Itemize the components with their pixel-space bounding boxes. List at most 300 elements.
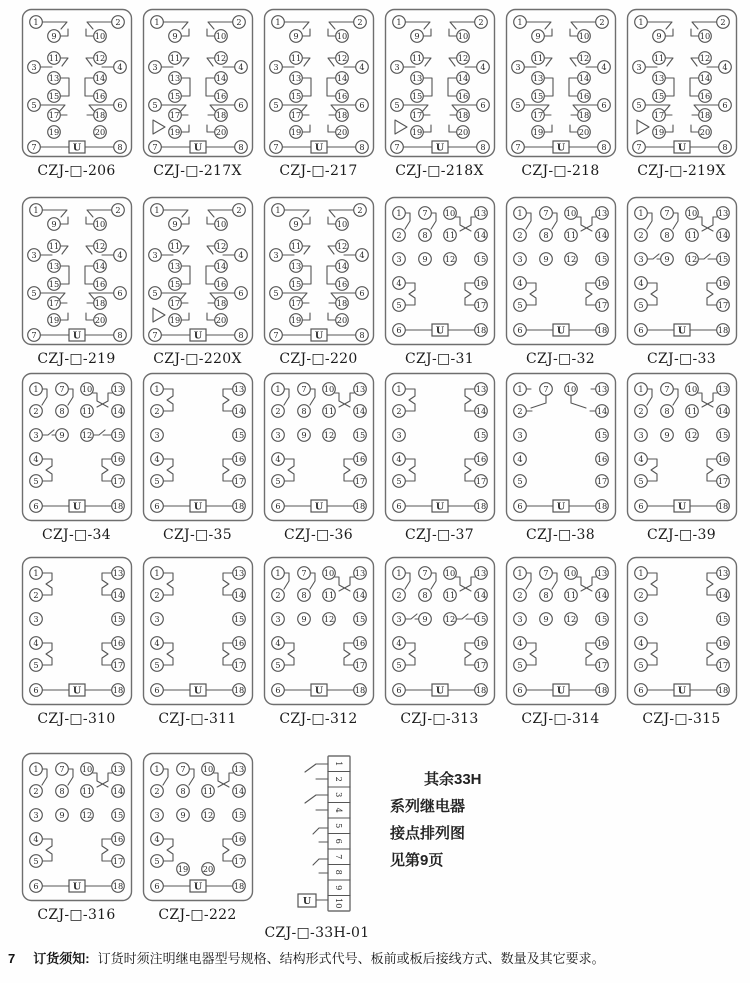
svg-text:10: 10 xyxy=(444,567,455,578)
svg-text:8: 8 xyxy=(358,141,365,152)
svg-text:1: 1 xyxy=(32,567,39,578)
diagram-label: CZJ-□-34 xyxy=(42,527,111,543)
svg-text:14: 14 xyxy=(475,589,486,600)
diagram-label: CZJ-□-311 xyxy=(158,711,237,727)
svg-text:5: 5 xyxy=(32,659,39,670)
svg-text:6: 6 xyxy=(274,500,281,511)
svg-text:7: 7 xyxy=(542,383,549,394)
svg-text:6: 6 xyxy=(721,99,728,110)
svg-text:16: 16 xyxy=(457,90,468,101)
svg-text:16: 16 xyxy=(475,453,486,464)
svg-text:15: 15 xyxy=(233,429,244,440)
svg-text:4: 4 xyxy=(237,61,244,72)
relay-contact-diagram xyxy=(384,556,496,706)
diagram-cell xyxy=(258,556,379,727)
svg-text:13: 13 xyxy=(290,260,301,271)
svg-text:15: 15 xyxy=(354,429,365,440)
svg-text:11: 11 xyxy=(323,589,334,600)
svg-text:12: 12 xyxy=(81,429,92,440)
svg-text:4: 4 xyxy=(479,61,486,72)
svg-text:10: 10 xyxy=(215,30,226,41)
relay-contact-diagram xyxy=(263,196,375,346)
svg-text:20: 20 xyxy=(457,126,468,137)
svg-text:16: 16 xyxy=(354,453,365,464)
svg-text:9: 9 xyxy=(58,809,65,820)
diagram-label: CZJ-□-217X xyxy=(153,163,242,179)
svg-text:5: 5 xyxy=(395,299,402,310)
svg-text:7: 7 xyxy=(179,763,186,774)
svg-text:18: 18 xyxy=(475,500,486,511)
svg-text:3: 3 xyxy=(334,792,344,798)
svg-text:8: 8 xyxy=(358,329,365,340)
relay-contact-diagram xyxy=(142,196,254,346)
svg-text:18: 18 xyxy=(475,324,486,335)
svg-text:17: 17 xyxy=(112,659,123,670)
svg-text:13: 13 xyxy=(354,383,365,394)
svg-text:13: 13 xyxy=(475,567,486,578)
svg-text:4: 4 xyxy=(32,453,39,464)
relay-contact-diagram xyxy=(21,752,133,902)
diagram-cell xyxy=(16,752,137,941)
svg-text:13: 13 xyxy=(717,567,728,578)
svg-text:U: U xyxy=(72,685,81,697)
svg-text:3: 3 xyxy=(395,613,402,624)
svg-text:2: 2 xyxy=(153,589,160,600)
svg-text:9: 9 xyxy=(421,253,428,264)
svg-text:5: 5 xyxy=(153,855,160,866)
svg-text:14: 14 xyxy=(578,72,589,83)
svg-text:9: 9 xyxy=(663,429,670,440)
svg-text:5: 5 xyxy=(32,855,39,866)
svg-text:11: 11 xyxy=(48,52,59,63)
svg-text:19: 19 xyxy=(48,126,59,137)
svg-text:2: 2 xyxy=(114,204,121,215)
svg-text:16: 16 xyxy=(596,453,607,464)
diagram-cell xyxy=(137,372,258,543)
svg-text:14: 14 xyxy=(94,72,105,83)
svg-text:5: 5 xyxy=(151,99,158,110)
diagram-cell xyxy=(500,556,621,727)
svg-text:18: 18 xyxy=(717,500,728,511)
svg-text:4: 4 xyxy=(274,637,281,648)
svg-text:17: 17 xyxy=(653,109,664,120)
svg-text:2: 2 xyxy=(274,405,281,416)
svg-text:U: U xyxy=(435,685,444,697)
svg-text:5: 5 xyxy=(637,659,644,670)
svg-text:16: 16 xyxy=(215,278,226,289)
svg-text:16: 16 xyxy=(94,278,105,289)
svg-text:12: 12 xyxy=(215,52,226,63)
svg-text:12: 12 xyxy=(444,613,455,624)
svg-text:19: 19 xyxy=(169,126,180,137)
svg-text:15: 15 xyxy=(48,90,59,101)
svg-text:1: 1 xyxy=(153,204,160,215)
svg-text:18: 18 xyxy=(112,500,123,511)
relay-contact-diagram xyxy=(142,8,254,158)
diagram-cell xyxy=(621,196,742,367)
relay-contact-diagram xyxy=(263,8,375,158)
svg-text:14: 14 xyxy=(233,405,244,416)
svg-text:7: 7 xyxy=(30,141,37,152)
svg-text:6: 6 xyxy=(516,500,523,511)
svg-text:13: 13 xyxy=(169,260,180,271)
svg-text:20: 20 xyxy=(215,126,226,137)
svg-text:19: 19 xyxy=(532,126,543,137)
diagram-label: CZJ-□-217 xyxy=(279,163,358,179)
svg-text:4: 4 xyxy=(153,637,160,648)
svg-text:16: 16 xyxy=(94,90,105,101)
svg-text:1: 1 xyxy=(516,383,523,394)
svg-text:4: 4 xyxy=(721,61,728,72)
diagram-label: CZJ-□-218X xyxy=(395,163,484,179)
svg-text:5: 5 xyxy=(151,287,158,298)
svg-text:5: 5 xyxy=(153,659,160,670)
diagram-cell xyxy=(137,752,258,941)
svg-text:16: 16 xyxy=(699,90,710,101)
svg-text:15: 15 xyxy=(112,429,123,440)
svg-text:8: 8 xyxy=(421,589,428,600)
svg-text:7: 7 xyxy=(58,383,65,394)
svg-text:19: 19 xyxy=(169,314,180,325)
svg-text:3: 3 xyxy=(272,249,279,260)
svg-text:9: 9 xyxy=(171,218,178,229)
svg-text:11: 11 xyxy=(81,405,92,416)
svg-text:4: 4 xyxy=(600,61,607,72)
note-line: 系列继电器 xyxy=(390,798,466,815)
svg-text:6: 6 xyxy=(637,324,644,335)
svg-text:U: U xyxy=(193,881,202,893)
diagram-label: CZJ-□-316 xyxy=(37,907,116,923)
svg-text:2: 2 xyxy=(356,16,363,27)
svg-text:2: 2 xyxy=(516,229,523,240)
diagram-cell xyxy=(137,196,258,367)
svg-text:19: 19 xyxy=(653,126,664,137)
svg-text:3: 3 xyxy=(514,61,521,72)
svg-text:16: 16 xyxy=(596,277,607,288)
svg-text:13: 13 xyxy=(475,383,486,394)
svg-text:1: 1 xyxy=(153,16,160,27)
svg-text:2: 2 xyxy=(32,405,39,416)
relay-contact-diagram xyxy=(505,8,617,158)
svg-text:18: 18 xyxy=(717,684,728,695)
diagram-cell xyxy=(258,372,379,543)
svg-text:15: 15 xyxy=(475,613,486,624)
svg-text:14: 14 xyxy=(112,589,123,600)
svg-text:15: 15 xyxy=(596,613,607,624)
svg-text:17: 17 xyxy=(112,475,123,486)
svg-text:9: 9 xyxy=(300,613,307,624)
svg-text:1: 1 xyxy=(32,16,39,27)
svg-text:12: 12 xyxy=(565,253,576,264)
svg-text:10: 10 xyxy=(94,30,105,41)
diagram-cell xyxy=(621,556,742,727)
svg-text:17: 17 xyxy=(290,109,301,120)
svg-text:8: 8 xyxy=(116,329,123,340)
svg-text:3: 3 xyxy=(30,61,37,72)
svg-text:16: 16 xyxy=(112,637,123,648)
note-line: 其余33H xyxy=(424,771,482,788)
svg-text:3: 3 xyxy=(153,613,160,624)
diagram-label: CZJ-□-218 xyxy=(521,163,600,179)
svg-text:7: 7 xyxy=(421,207,428,218)
svg-text:3: 3 xyxy=(637,613,644,624)
svg-text:10: 10 xyxy=(686,383,697,394)
svg-text:9: 9 xyxy=(292,30,299,41)
svg-text:17: 17 xyxy=(169,297,180,308)
svg-text:1: 1 xyxy=(395,207,402,218)
svg-text:18: 18 xyxy=(596,324,607,335)
svg-text:8: 8 xyxy=(300,589,307,600)
svg-text:12: 12 xyxy=(81,809,92,820)
diagram-row xyxy=(16,556,742,727)
svg-text:12: 12 xyxy=(323,613,334,624)
svg-text:13: 13 xyxy=(596,383,607,394)
svg-text:4: 4 xyxy=(334,807,344,813)
svg-text:3: 3 xyxy=(151,61,158,72)
svg-text:9: 9 xyxy=(171,30,178,41)
svg-text:U: U xyxy=(193,142,202,154)
svg-text:1: 1 xyxy=(637,207,644,218)
svg-text:16: 16 xyxy=(578,90,589,101)
svg-text:8: 8 xyxy=(300,405,307,416)
svg-text:11: 11 xyxy=(202,785,213,796)
diagram-cell xyxy=(379,372,500,543)
diagram-label: CZJ-□-32 xyxy=(526,351,595,367)
svg-text:13: 13 xyxy=(233,763,244,774)
svg-text:18: 18 xyxy=(699,109,710,120)
svg-text:10: 10 xyxy=(334,898,344,909)
svg-text:2: 2 xyxy=(274,589,281,600)
diagram-cell xyxy=(500,8,621,179)
svg-text:17: 17 xyxy=(596,475,607,486)
svg-text:4: 4 xyxy=(153,833,160,844)
svg-text:18: 18 xyxy=(336,109,347,120)
svg-text:1: 1 xyxy=(395,383,402,394)
svg-text:8: 8 xyxy=(237,141,244,152)
svg-text:3: 3 xyxy=(516,429,523,440)
diagram-cell xyxy=(16,196,137,367)
svg-text:14: 14 xyxy=(233,589,244,600)
svg-text:5: 5 xyxy=(516,475,523,486)
svg-text:15: 15 xyxy=(112,809,123,820)
svg-text:18: 18 xyxy=(578,109,589,120)
svg-text:11: 11 xyxy=(81,785,92,796)
svg-text:U: U xyxy=(193,330,202,342)
svg-text:10: 10 xyxy=(565,207,576,218)
relay-contact-diagram xyxy=(505,556,617,706)
diagram-cell xyxy=(16,372,137,543)
svg-text:16: 16 xyxy=(717,637,728,648)
svg-text:16: 16 xyxy=(233,833,244,844)
svg-text:1: 1 xyxy=(32,204,39,215)
svg-text:14: 14 xyxy=(596,229,607,240)
svg-text:7: 7 xyxy=(151,329,158,340)
svg-text:6: 6 xyxy=(237,287,244,298)
svg-text:13: 13 xyxy=(112,763,123,774)
diagram-label: CZJ-□-33 xyxy=(647,351,716,367)
svg-text:13: 13 xyxy=(112,567,123,578)
relay-contact-diagram xyxy=(626,372,738,522)
svg-text:8: 8 xyxy=(542,229,549,240)
svg-text:14: 14 xyxy=(699,72,710,83)
svg-text:7: 7 xyxy=(663,207,670,218)
relay-contact-diagram xyxy=(21,8,133,158)
diagram-label: CZJ-□-33H-01 xyxy=(264,925,370,941)
svg-text:3: 3 xyxy=(32,613,39,624)
svg-text:14: 14 xyxy=(215,72,226,83)
svg-text:9: 9 xyxy=(300,429,307,440)
svg-text:6: 6 xyxy=(116,287,123,298)
svg-text:3: 3 xyxy=(516,253,523,264)
svg-text:6: 6 xyxy=(32,500,39,511)
svg-text:1: 1 xyxy=(395,567,402,578)
svg-text:2: 2 xyxy=(516,589,523,600)
svg-text:14: 14 xyxy=(112,405,123,416)
svg-text:9: 9 xyxy=(663,253,670,264)
svg-text:9: 9 xyxy=(542,253,549,264)
svg-text:8: 8 xyxy=(542,589,549,600)
diagram-cell xyxy=(500,196,621,367)
svg-text:7: 7 xyxy=(635,141,642,152)
svg-text:15: 15 xyxy=(596,253,607,264)
svg-text:3: 3 xyxy=(395,429,402,440)
svg-text:2: 2 xyxy=(356,204,363,215)
diagram-cell xyxy=(137,556,258,727)
svg-text:14: 14 xyxy=(354,589,365,600)
svg-text:16: 16 xyxy=(233,453,244,464)
diagram-label: CZJ-□-310 xyxy=(37,711,116,727)
svg-text:10: 10 xyxy=(202,763,213,774)
svg-text:9: 9 xyxy=(58,429,65,440)
svg-text:14: 14 xyxy=(94,260,105,271)
svg-text:16: 16 xyxy=(717,453,728,464)
svg-text:17: 17 xyxy=(717,659,728,670)
svg-text:10: 10 xyxy=(565,383,576,394)
svg-text:10: 10 xyxy=(323,383,334,394)
relay-contact-diagram xyxy=(626,196,738,346)
svg-text:12: 12 xyxy=(336,240,347,251)
relay-contact-diagram xyxy=(142,556,254,706)
svg-text:3: 3 xyxy=(32,809,39,820)
svg-text:14: 14 xyxy=(457,72,468,83)
svg-text:11: 11 xyxy=(653,52,664,63)
svg-text:20: 20 xyxy=(699,126,710,137)
svg-text:3: 3 xyxy=(393,61,400,72)
svg-text:12: 12 xyxy=(323,429,334,440)
svg-text:12: 12 xyxy=(699,52,710,63)
svg-text:16: 16 xyxy=(475,637,486,648)
svg-text:9: 9 xyxy=(421,613,428,624)
svg-text:18: 18 xyxy=(596,500,607,511)
svg-text:8: 8 xyxy=(179,785,186,796)
svg-text:9: 9 xyxy=(179,809,186,820)
svg-text:6: 6 xyxy=(153,500,160,511)
svg-text:3: 3 xyxy=(30,249,37,260)
svg-text:7: 7 xyxy=(272,141,279,152)
svg-text:15: 15 xyxy=(48,278,59,289)
svg-text:15: 15 xyxy=(717,613,728,624)
svg-text:16: 16 xyxy=(717,277,728,288)
svg-text:4: 4 xyxy=(358,61,365,72)
svg-text:8: 8 xyxy=(58,785,65,796)
svg-text:15: 15 xyxy=(233,809,244,820)
diagram-cell xyxy=(500,372,621,543)
svg-text:3: 3 xyxy=(274,429,281,440)
svg-text:U: U xyxy=(435,142,444,154)
svg-text:1: 1 xyxy=(516,207,523,218)
svg-text:4: 4 xyxy=(274,453,281,464)
svg-text:U: U xyxy=(193,501,202,513)
terminal-strip-cell xyxy=(258,752,376,941)
svg-text:18: 18 xyxy=(354,500,365,511)
svg-text:12: 12 xyxy=(565,613,576,624)
svg-text:11: 11 xyxy=(169,240,180,251)
svg-text:1: 1 xyxy=(516,567,523,578)
svg-text:12: 12 xyxy=(94,240,105,251)
svg-text:7: 7 xyxy=(334,854,344,860)
relay-contact-diagram xyxy=(505,372,617,522)
diagram-label: CZJ-□-315 xyxy=(642,711,721,727)
svg-text:14: 14 xyxy=(475,405,486,416)
svg-text:12: 12 xyxy=(457,52,468,63)
svg-text:8: 8 xyxy=(58,405,65,416)
diagram-label: CZJ-□-313 xyxy=(400,711,479,727)
diagram-label: CZJ-□-314 xyxy=(521,711,600,727)
bottom-row xyxy=(16,752,482,941)
svg-text:U: U xyxy=(314,685,323,697)
diagram-cell xyxy=(258,8,379,179)
svg-text:5: 5 xyxy=(516,659,523,670)
svg-text:16: 16 xyxy=(336,90,347,101)
svg-text:10: 10 xyxy=(686,207,697,218)
svg-text:18: 18 xyxy=(215,109,226,120)
svg-text:3: 3 xyxy=(395,253,402,264)
svg-text:U: U xyxy=(72,501,81,513)
svg-text:6: 6 xyxy=(637,500,644,511)
svg-text:13: 13 xyxy=(48,260,59,271)
svg-text:2: 2 xyxy=(637,589,644,600)
svg-text:18: 18 xyxy=(475,684,486,695)
svg-text:6: 6 xyxy=(358,99,365,110)
svg-text:2: 2 xyxy=(32,589,39,600)
svg-text:7: 7 xyxy=(58,763,65,774)
svg-text:16: 16 xyxy=(354,637,365,648)
svg-text:15: 15 xyxy=(532,90,543,101)
svg-text:20: 20 xyxy=(578,126,589,137)
svg-text:4: 4 xyxy=(116,249,123,260)
svg-text:12: 12 xyxy=(686,429,697,440)
svg-text:17: 17 xyxy=(596,659,607,670)
svg-text:15: 15 xyxy=(233,613,244,624)
svg-text:6: 6 xyxy=(516,324,523,335)
relay-contact-diagram xyxy=(263,556,375,706)
svg-text:5: 5 xyxy=(153,475,160,486)
svg-text:17: 17 xyxy=(475,475,486,486)
diagram-cell xyxy=(379,196,500,367)
svg-text:14: 14 xyxy=(596,405,607,416)
svg-text:10: 10 xyxy=(323,567,334,578)
svg-text:6: 6 xyxy=(153,880,160,891)
svg-text:20: 20 xyxy=(94,126,105,137)
svg-text:14: 14 xyxy=(354,405,365,416)
svg-text:5: 5 xyxy=(32,475,39,486)
svg-text:6: 6 xyxy=(237,99,244,110)
svg-text:2: 2 xyxy=(395,229,402,240)
svg-text:4: 4 xyxy=(237,249,244,260)
svg-text:15: 15 xyxy=(653,90,664,101)
svg-text:5: 5 xyxy=(334,823,344,829)
svg-text:15: 15 xyxy=(475,253,486,264)
